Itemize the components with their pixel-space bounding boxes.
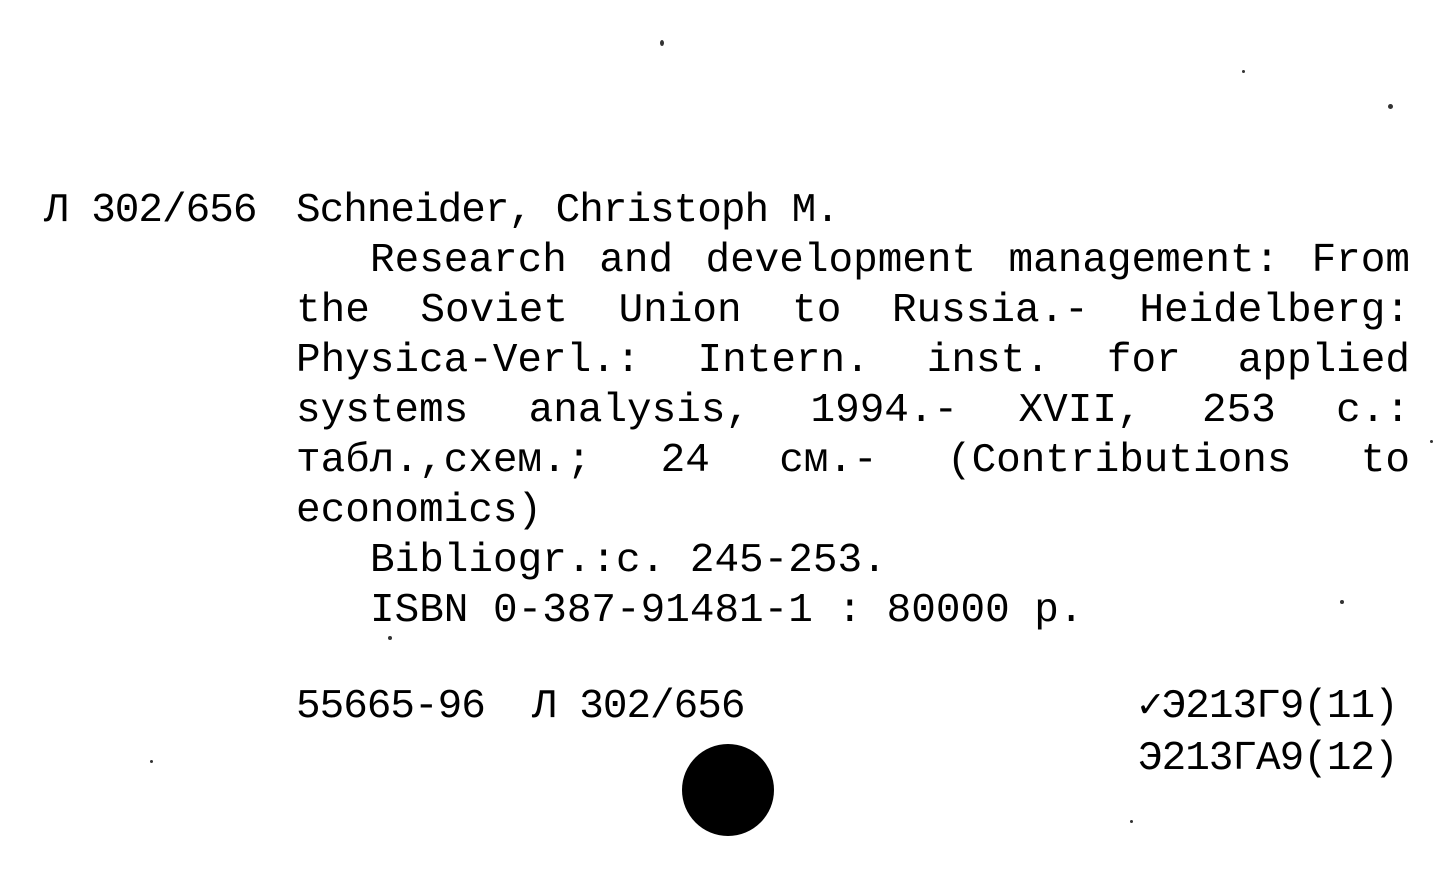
paper-speck bbox=[1130, 820, 1133, 823]
bibliographic-description bbox=[296, 236, 1410, 536]
classification-code-2: Э213ГА9(12) bbox=[1138, 736, 1398, 782]
notes-block bbox=[370, 536, 1084, 636]
paper-speck bbox=[1430, 440, 1433, 443]
description-line: the Soviet Union to Russia.- Heidelberg: bbox=[296, 288, 1410, 334]
paper-speck bbox=[660, 40, 664, 46]
description-line: Physica-Verl.: Intern. inst. for applied bbox=[296, 338, 1410, 384]
paper-speck bbox=[1242, 70, 1245, 73]
accession-number: 55665-96 Л 302/656 bbox=[296, 684, 745, 730]
isbn-price: ISBN 0-387-91481-1 : 80000 р. bbox=[370, 588, 1084, 634]
shelf-mark: Л 302/656 bbox=[44, 188, 257, 234]
punch-hole bbox=[682, 744, 774, 836]
description-line: economics) bbox=[296, 488, 543, 534]
description-line: Research and development management: From bbox=[370, 238, 1410, 284]
classification-code-1: ✓Э213Г9(11) bbox=[1138, 684, 1398, 730]
description-line: systems analysis, 1994.- XVII, 253 c.: bbox=[296, 388, 1410, 434]
paper-speck bbox=[1388, 104, 1393, 109]
paper-speck bbox=[388, 636, 392, 640]
description-line: табл.,схем.; 24 см.- (Contributions to bbox=[296, 438, 1410, 484]
author-heading: Schneider, Christoph M. bbox=[296, 188, 839, 234]
paper-speck bbox=[1340, 600, 1344, 604]
paper-speck bbox=[150, 760, 153, 763]
bibliography-note: Bibliogr.:c. 245-253. bbox=[370, 538, 887, 584]
